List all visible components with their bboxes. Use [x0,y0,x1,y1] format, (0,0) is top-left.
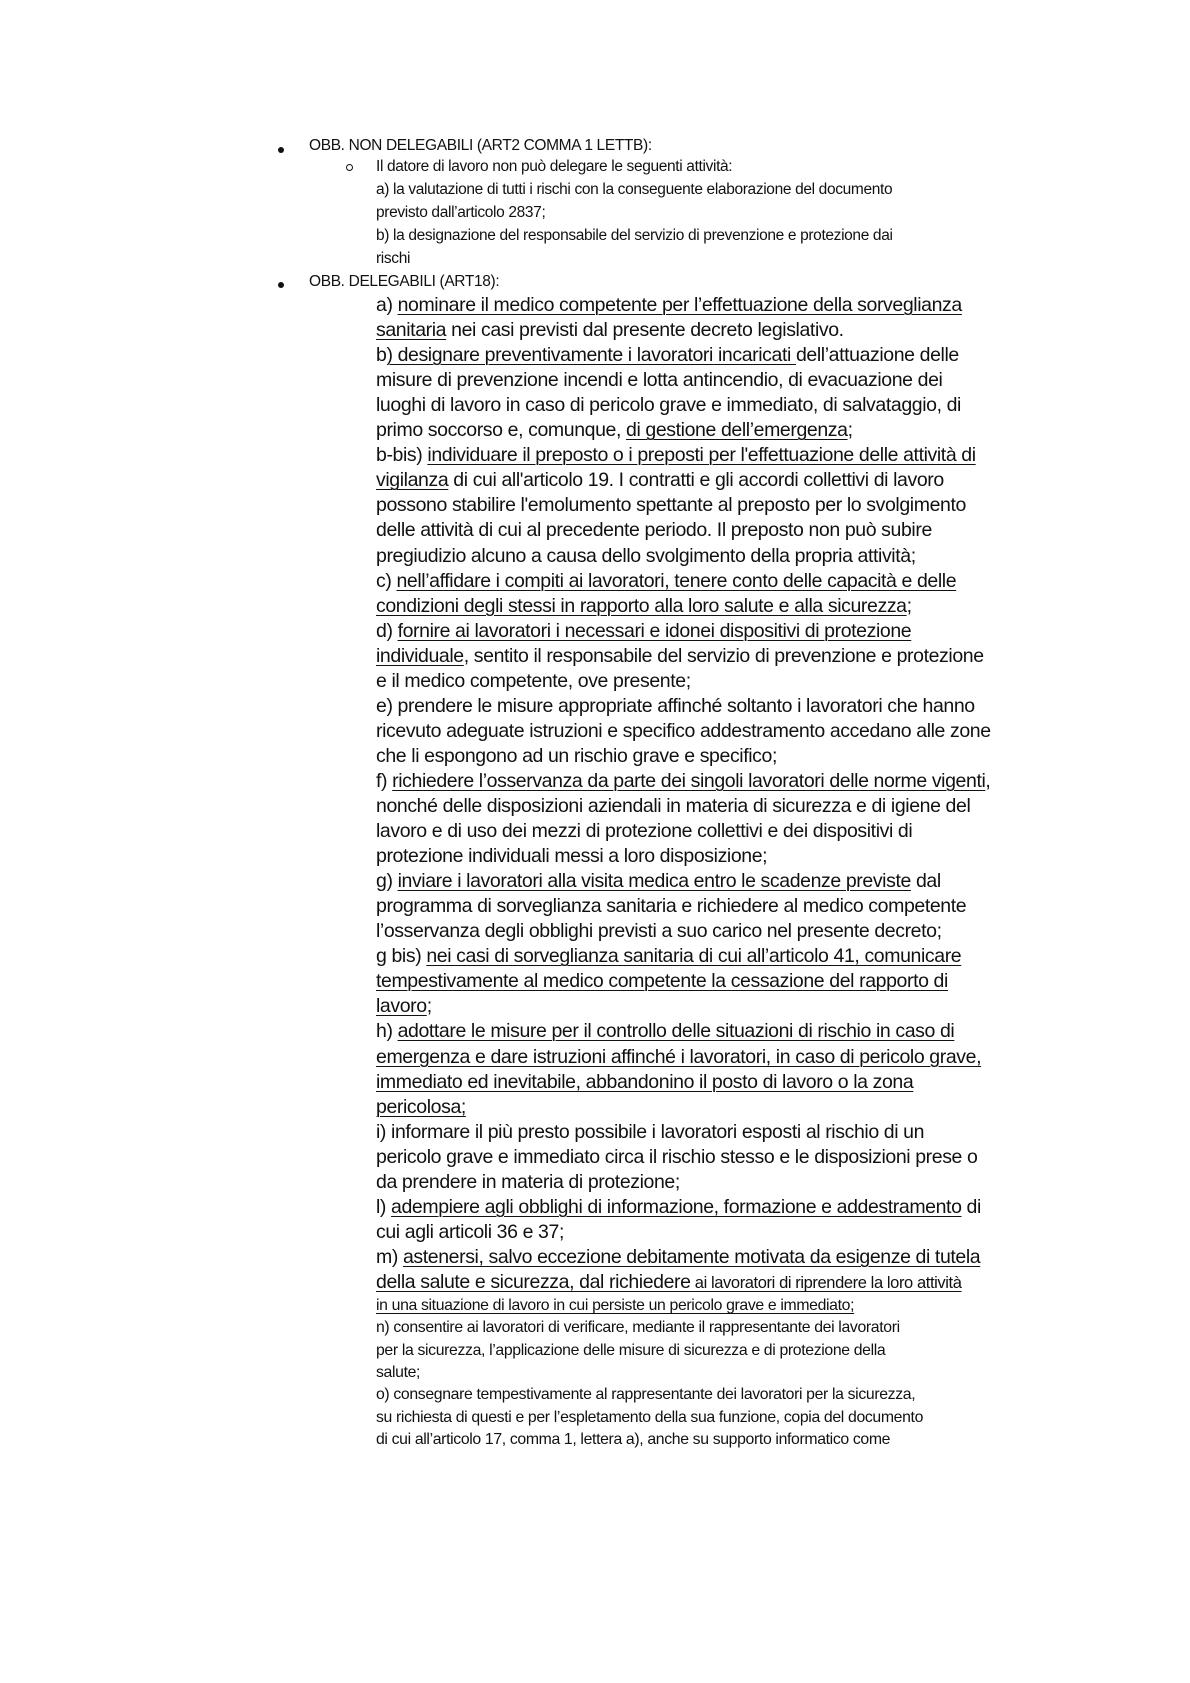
text-segment: da prendere in materia di protezione; [376,1170,680,1193]
text-line: previsto dall’articolo 2837; [376,204,546,221]
underlined-text: nei casi di sorveglianza sanitaria di cui all’articolo 41, comunicare [426,945,962,968]
text-line [376,897,966,917]
text-line [376,1270,962,1293]
sub-bullet-circle-icon [346,164,353,171]
text-line [376,1298,854,1314]
underlined-text: fornire ai lavoratori i necessari e idonei dispositivi di protezione [397,619,912,642]
text-segment: h) [376,1020,398,1043]
text-line [376,296,962,316]
underlined-text: della salute e sicurezza, dal richiedere [376,1270,691,1293]
text-segment: misure di prevenzione incendi e lotta antincendio, di evacuazione dei [376,369,943,392]
text-segment: dal [910,870,941,893]
text-segment: d) [376,619,398,642]
underlined-text: adottare le misure per il controllo delle situazioni di rischio in caso di [397,1020,955,1043]
section-heading-non-delegabili: OBB. NON DELEGABILI (ART2 COMMA 1 LETTB): [309,137,652,154]
bullet-icon [278,147,284,153]
underlined-text: adempiere agli obblighi di informazione, formazione e addestramento [391,1195,962,1218]
underlined-text: immediato ed inevitabile, abbandonino il posto di lavoro o la zona [376,1070,914,1093]
text-line [376,1343,885,1359]
text-segment: di cui all’articolo 17, comma 1, lettera a), anche su supporto informatico come [376,1430,891,1448]
text-segment: a) [376,294,398,316]
text-segment: possono stabilire l'emolumento spettante al preposto per lo svolgimento [376,494,966,517]
text-segment: per la sicurezza, l’applicazione delle misure di sicurezza e di protezione della [376,1341,886,1359]
text-line [376,1387,915,1403]
text-segment: , [985,769,991,792]
text-line [376,496,966,516]
text-segment: i) informare il più presto possibile i lavoratori esposti al rischio di un [376,1120,925,1143]
text-segment: n) consentire ai lavoratori di verificare, mediante il rappresentante dei lavoratori [376,1319,900,1337]
text-segment: protezione individuali messi a loro disposizione; [376,845,768,868]
text-segment: salute; [376,1363,421,1381]
text-line [376,1120,925,1143]
text-segment: g) [376,870,398,893]
text-line [376,1095,466,1118]
text-line [376,947,961,967]
text-segment: g bis) [376,945,427,968]
text-line [376,1432,890,1448]
text-line [376,1410,923,1426]
text-line [376,922,942,942]
underlined-text: astenersi, salvo eccezione debitamente motivata da esigenze di tutela [402,1245,981,1268]
underlined-text: pericolosa; [376,1095,466,1118]
text-segment: pericolo grave e immediato circa il rischio stesso e le disposizioni prese o [376,1145,978,1168]
text-line [376,1195,981,1218]
text-segment: luoghi di lavoro in caso di pericolo grave e immediato, di salvataggio, di [376,394,961,417]
text-segment: dell’attuazione delle [795,344,959,367]
text-segment: ; [847,419,853,442]
text-segment: primo soccorso e, comunque, [376,419,627,442]
text-segment: su richiesta di questi e per l’espletamento della sua funzione, copia del documento [376,1408,924,1426]
text-segment: ricevuto adeguate istruzioni e specifico addestramento accedano alle zone [376,719,991,742]
sub-intro-text: Il datore di lavoro non può delegare le seguenti attività: [376,158,733,175]
text-line [376,321,844,341]
text-line [376,421,853,441]
text-segment: c) [376,569,397,592]
text-segment: pregiudizio alcuno a causa dello svolgimento della propria attività; [376,544,916,567]
underlined-text: tempestivamente al medico competente la cessazione del rapporto di [376,970,948,993]
text-line [376,446,976,466]
text-segment: lavoro e di uso dei mezzi di protezione collettivi e dei dispositivi di [376,820,913,843]
underlined-text: ) designare preventivamente i lavoratori incaricati [386,344,796,367]
text-line [376,694,975,717]
underlined-text: in una situazione di lavoro in cui persiste un pericolo grave e immediato; [376,1297,855,1314]
text-line [376,1022,954,1042]
section-heading-delegabili: OBB. DELEGABILI (ART18): [309,273,500,290]
text-line [376,594,912,617]
text-line [376,797,970,817]
text-line: rischi [376,250,411,267]
text-line [376,1145,978,1168]
bullet-icon [278,282,284,288]
text-line [376,1320,900,1336]
text-segment: nonché delle disposizioni aziendali in materia di sicurezza e di igiene del [376,795,971,817]
text-segment: o) consegnare tempestivamente al rappresentante dei lavoratori per la sicurezza, [376,1386,916,1404]
text-segment: l) [376,1195,392,1218]
text-segment: m) [376,1245,403,1268]
text-segment: di cui all'articolo 19. I contratti e gli accordi collettivi di lavoro [448,469,944,492]
text-segment: programma di sorveglianza sanitaria e richiedere al medico competente [376,895,967,918]
underlined-text: inviare i lavoratori alla visita medica entro le scadenze previste [397,870,911,893]
text-segment: cui agli articoli 36 e 37; [376,1220,564,1243]
text-line [376,1220,564,1243]
text-line [376,1365,420,1381]
underlined-text: individuare il preposto o i preposti per l'effettuazione delle attività di [427,444,976,467]
underlined-text: lavoro [376,995,427,1018]
text-segment: nei casi previsti dal presente decreto legislativo. [446,319,844,342]
underlined-text: richiedere l’osservanza da parte dei singoli lavoratori delle norme vigenti [392,769,986,792]
text-line: b) la designazione del responsabile del servizio di prevenzione e protezione dai [376,227,893,244]
text-line [376,1245,981,1268]
text-line [376,669,691,692]
text-line [376,569,957,592]
text-line [376,521,932,541]
underlined-text: emergenza e dare istruzioni affinché i lavoratori, in caso di pericolo grave, [376,1045,982,1068]
text-line [376,371,942,391]
text-segment: b [376,344,387,367]
text-line [376,972,948,992]
text-line [376,1170,680,1193]
text-line [376,644,984,667]
text-line [376,471,944,491]
text-line [376,396,961,416]
underlined-text: condizioni degli stessi in rapporto alla loro salute e alla sicurezza [376,594,907,617]
text-segment: , sentito il responsabile del servizio di prevenzione e protezione [463,644,984,667]
text-line [376,1070,914,1093]
text-segment: l’osservanza degli obblighi previsti a suo carico nel presente decreto; [376,920,942,943]
text-segment: f) [376,769,393,792]
text-line [376,822,912,842]
underlined-text: di gestione dell’emergenza [626,419,848,442]
text-line [376,872,941,892]
underlined-text: nell’affidare i compiti ai lavoratori, tenere conto delle capacità e delle [396,569,957,592]
text-line [376,346,959,366]
underlined-text: sanitaria [376,319,447,342]
underlined-text: vigilanza [376,469,449,492]
text-line: a) la valutazione di tutti i rischi con la conseguente elaborazione del documento [376,181,893,198]
text-segment: ; [906,594,912,617]
text-line [376,769,991,792]
text-segment: e) prendere le misure appropriate affinché soltanto i lavoratori che hanno [376,694,975,717]
text-segment: di [961,1195,981,1218]
text-segment: e il medico competente, ove presente; [376,669,691,692]
text-line [376,619,912,642]
text-segment: ; [426,995,432,1018]
underlined-text: ai lavoratori di riprendere la loro attività [690,1273,962,1292]
text-segment: b-bis) [376,444,428,467]
text-segment: che li espongono ad un rischio grave e specifico; [376,744,777,767]
text-line [376,719,991,742]
text-line [376,744,777,767]
text-line [376,1045,982,1068]
underlined-text: nominare il medico competente per l’effettuazione della sorveglianza [397,294,962,316]
text-line [376,997,432,1017]
text-line [376,544,916,567]
text-line [376,847,767,867]
text-segment: delle attività di cui al precedente periodo. Il preposto non può subire [376,519,932,542]
underlined-text: individuale [376,644,464,667]
